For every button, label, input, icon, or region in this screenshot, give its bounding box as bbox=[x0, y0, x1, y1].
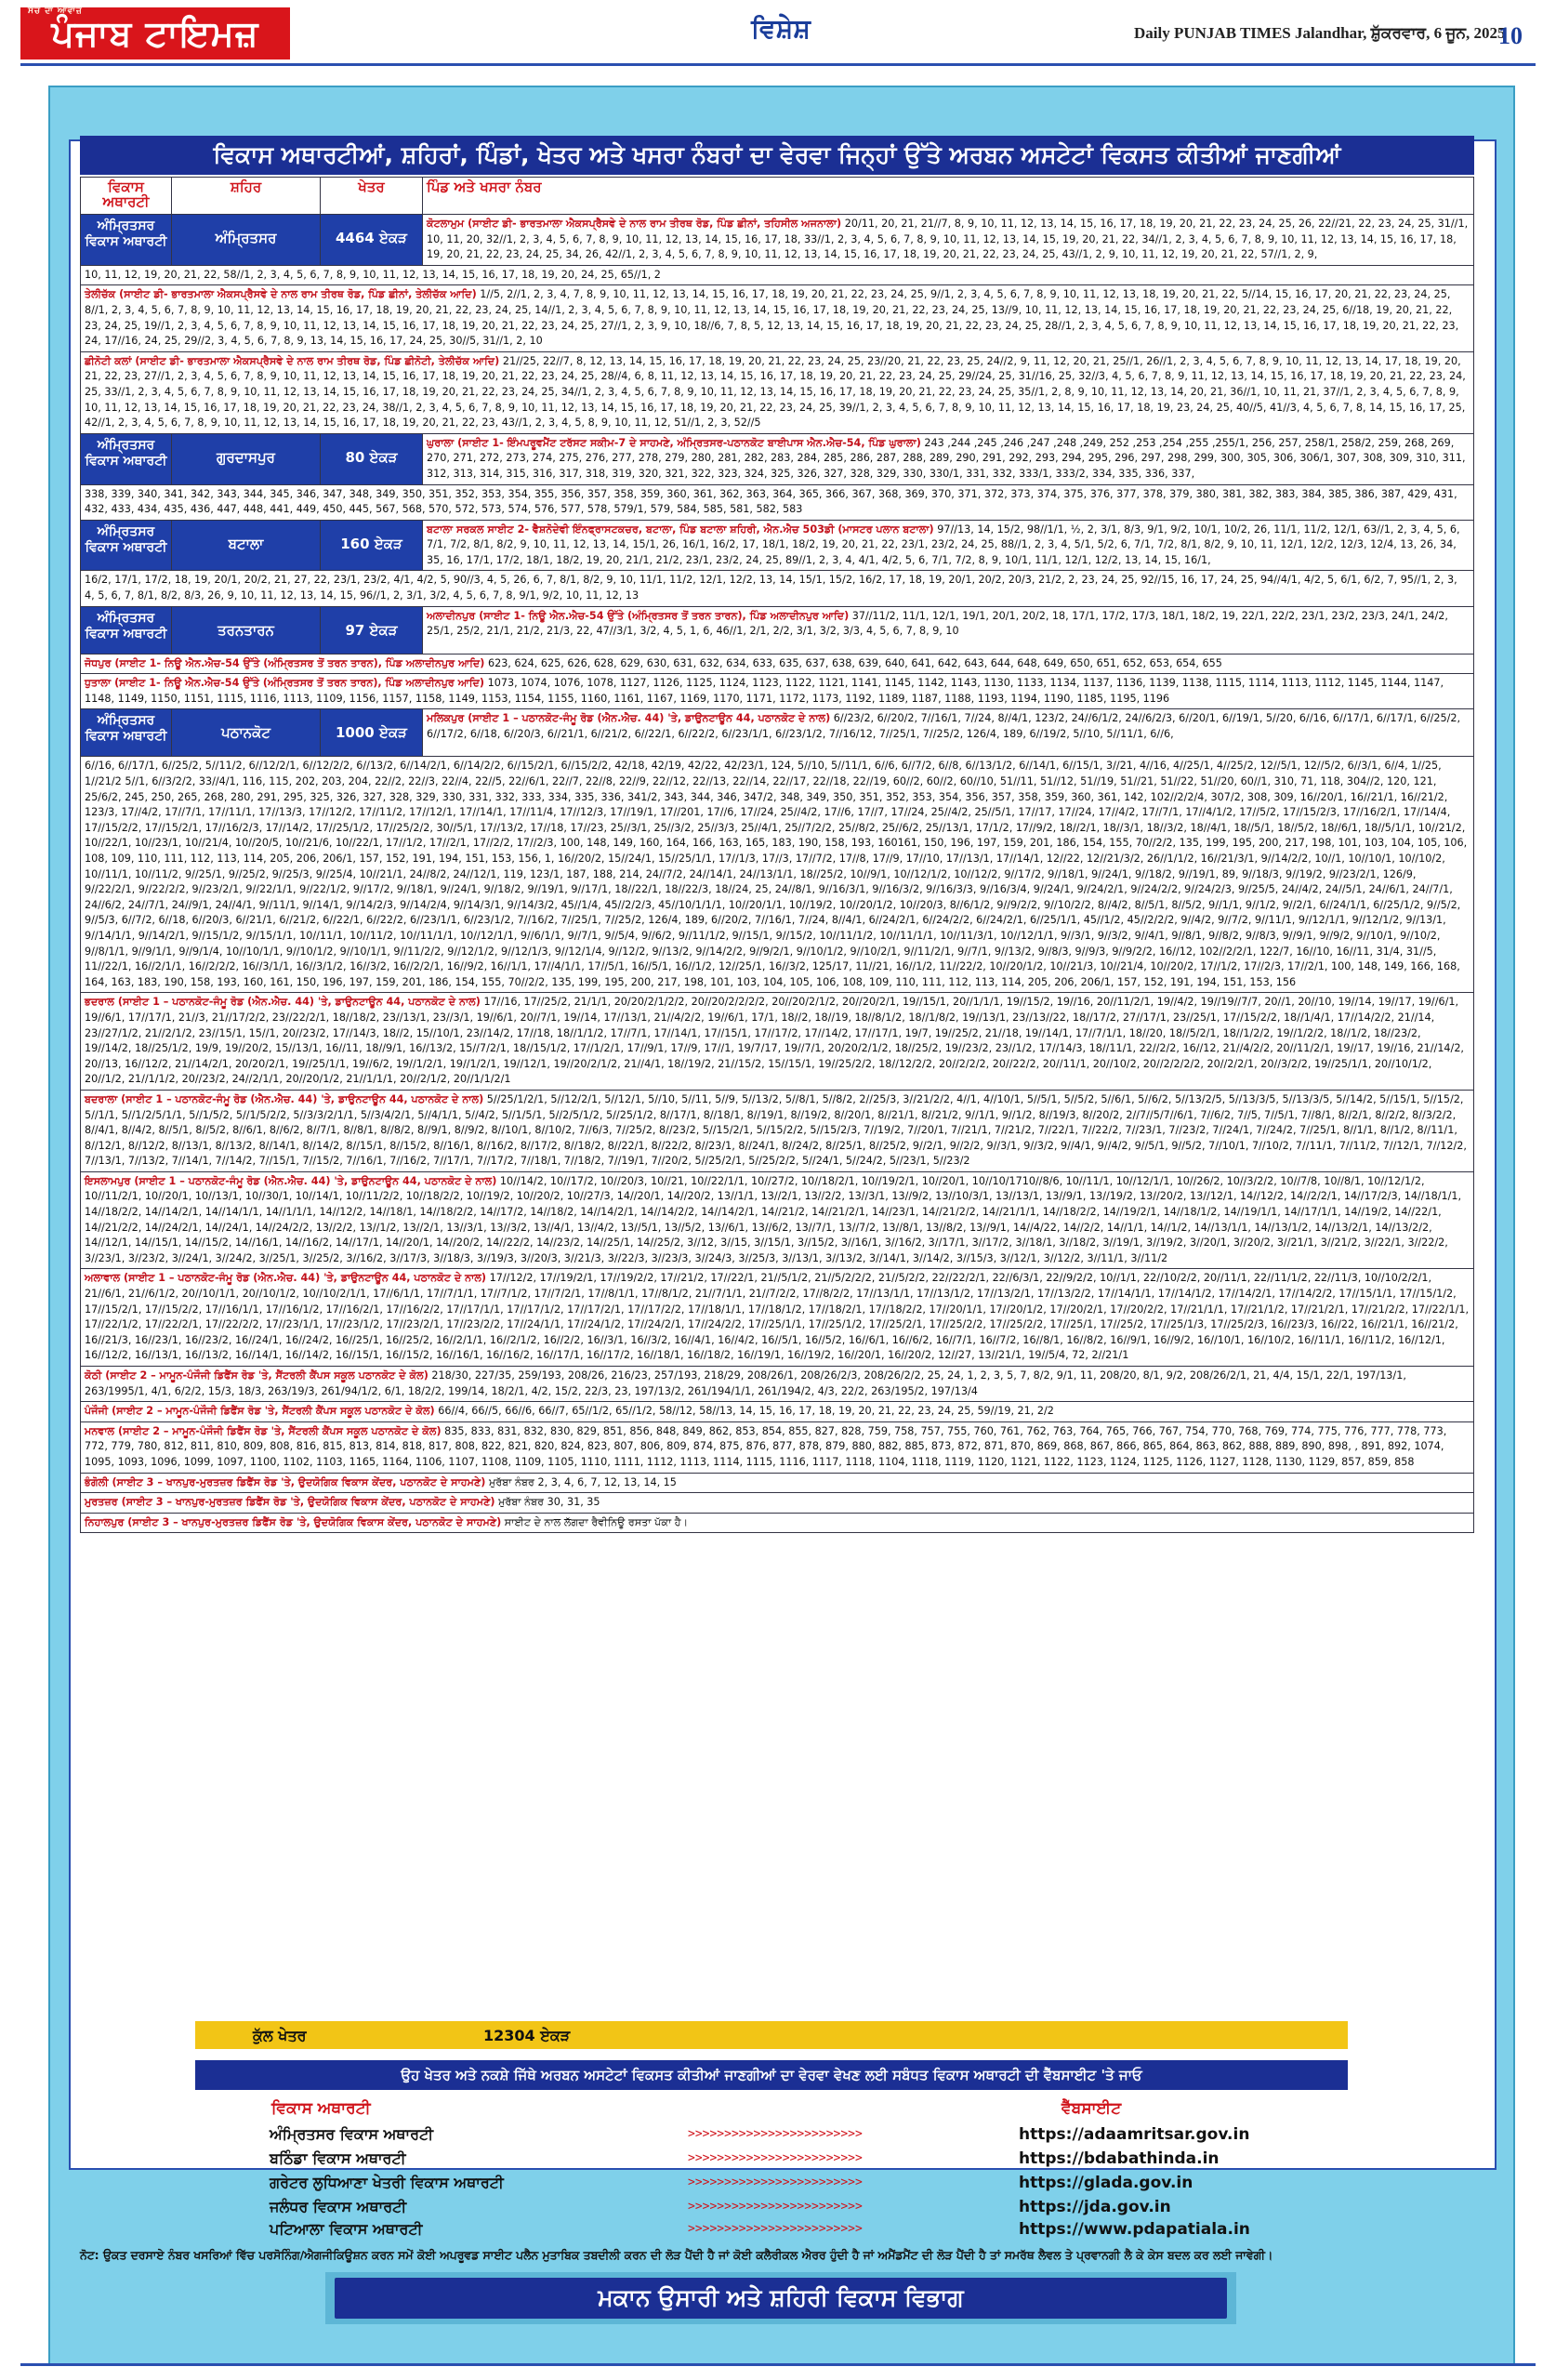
village-khasra-cell bbox=[81, 1421, 1474, 1473]
khasra-numbers: 37//11/2, 11/1, 12/1, 19/1, 20/1, 20/2, 18, 17/1, 17/2, 17/3, 18/1, 18/2, 19, 22/1, 22/2, 23/1, 23/2, 23/3, 24/1, 24/2, 25/1, 25/2, 21/1, 21/2, 21/3, 22, 47//3/1, 3/2, 4, 5, 1, 6, 46//1, 2/1, 2/2, 3/1, 3/2, 3/3, 4, 5, 6, 7, 8, 9, 10 bbox=[427, 609, 1448, 638]
directory-arrow: >>>>>>>>>>>>>>>>>>>>>>>> bbox=[688, 2175, 863, 2189]
city-cell: ਤਰਨਤਾਰਨ bbox=[172, 606, 321, 654]
khasra-numbers: ਸਾਈਟ ਦੇ ਨਾਲ ਲੱਗਦਾ ਰੈਵੀਨਿਊ ਰਸਤਾ ਪੱਕਾ ਹੈ। bbox=[504, 1515, 689, 1528]
directory-arrow: >>>>>>>>>>>>>>>>>>>>>>>> bbox=[688, 2222, 863, 2236]
city-cell: ਅੰਮ੍ਰਿਤਸਰ bbox=[172, 215, 321, 266]
urban-estates-table bbox=[80, 177, 1474, 1533]
area-cell: 4464 ਏਕੜ bbox=[321, 215, 423, 266]
village-khasra-cell bbox=[423, 520, 1474, 571]
page-number: 10 bbox=[1498, 22, 1523, 49]
khasra-numbers: 835, 833, 831, 832, 830, 829, 851, 856, 848, 849, 862, 853, 854, 855, 827, 828, 759, 758, 757, 755, 760, 761, 762, 763, 764, 765, 766, 767, 754, 770, 768, 769, 774, 775, 776, 777, 778, 773, 772, 779, 780, 812, 811, 810, 809, 808, 816, 815, 813, 814, 818, 817, 808, 822, 821, 820, 824, 823, 807, 806, 809, 874, 875, 876, 877, 878, 879, 880, 882, 885, 873, 872, 871, 870, 869, 868, 867, 866, 865, 864, 863, 862, 888, 889, 890, 898, , 891, 892, 1074, 1095, 1093, 1096, 1099, 1097, 1100, 1102, 1103, 1165, 1164, 1106, 1107, 1108, 1109, 1105, 1110, 1111, 1112, 1113, 1114, 1115, 1116, 1117, 1118, 1104, 1118, 1119, 1120, 1121, 1122, 1123, 1124, 1125, 1126, 1127, 1128, 1130, 1129, 857, 859, 858 bbox=[85, 1424, 1447, 1468]
logo-text: ਪੰਜਾਬ ਟਾਇਮਜ਼ bbox=[51, 13, 259, 54]
directory-arrow: >>>>>>>>>>>>>>>>>>>>>>>> bbox=[688, 2127, 863, 2141]
masthead-rule bbox=[20, 63, 1536, 66]
khasra-numbers: 21//25, 22//7, 8, 12, 13, 14, 15, 16, 17, 18, 19, 20, 21, 22, 23, 24, 25, 23//20, 21, 22, 23, 25, 24//2, 9, 11, 12, 20, 21, 25//1, 26//1, 2, 3, 4, 5, 6, 7, 8, 9, 10, 11, 12, 13, 14, 17, 18, 19, 20, 21, 22, 23, 27//1, 2, 3, 4, 5, 6, 7, 8, 9, 10, 11, 12, 13, 14, 15, 16, 17, 18, 19, 20, 21, 22, 23, 24, 25, 28//4, 6, 8, 11, 12, 13, 14, 15, 16, 17, 18, 19, 20, 21, 22, 23, 24, 25, 29//24, 25, 31//16, 25, 32//3, 4, 5, 6, 7, 8, 9, 11, 12, 13, 14, 15, 16, 17, 18, 19, 20, 21, 22, 23, 24, 25, 33//1, 2, 3, 4, 5, 6, 7, 8, 9, 10, 11, 12, 13, 14, 15, 16, 17, 18, 19, 20, 21, 22, 23, 24, 25, 34//1, 2, 3, 4, 5, 6, 7, 8, 9, 10, 11, 12, 13, 14, 15, 16, 17, 18, 19, 20, 21, 22, 23, 24, 25, 35//1, 2, 8, 9, 10, 11, 12, 13, 14, 20, 21, 36//1, 10, 11, 21, 37//1, 2, 3, 4, 5, 6, 7, 8, 9, 10, 11, 12, 13, 14, 15, 16, 17, 18, 19, 20, 21, 22, 23, 24, 38//1, 2, 3, 4, 5, 6, 7, 8, 9, 10, 11, 12, 13, 14, 15, 16, 17, 18, 19, 20, 21, 22, 23, 24, 25, 39//1, 2, 3, 4, 5, 6, 7, 8, 9, 10, 11, 12, 13, 14, 15, 16, 17, 18, 19, 23, 24, 25, 40//5, 41//3, 4, 5, 6, 7, 8, 14, 15, 16, 17, 25, 42//1, 2, 3, 4, 5, 6, 7, 8, 9, 10, 11, 12, 13, 14, 15, 16, 17, 18, 19, 20, 21, 22, 23, 43//1, 2, 3, 4, 5, 8, 9, 10, 11, 12, 51//1, 2, 3, 52//5 bbox=[85, 354, 1466, 430]
city-cell: ਬਟਾਲਾ bbox=[172, 520, 321, 571]
newspaper-logo bbox=[20, 7, 290, 60]
village-row bbox=[81, 1421, 1474, 1473]
masthead bbox=[0, 0, 1556, 67]
directory-row bbox=[270, 2123, 1311, 2146]
directory-website-link[interactable]: https://glada.gov.in bbox=[1019, 2174, 1193, 2192]
village-name: ਭੰਗੋਲੀ (ਸਾਈਟ 3 – ਖਾਨਪੁਰ-ਮੁਰਤਜ਼ਰ ਡਿਫੈਂਸ ਰੋਡ 'ਤੇ, ਉਦਯੋਗਿਕ ਵਿਕਾਸ ਕੇਂਦਰ, ਪਠਾਨਕੋਟ ਦੇ ਸਾਹਮਣੇ) bbox=[85, 1475, 486, 1488]
khasra-numbers: 16/2, 17/1, 17/2, 18, 19, 20/1, 20/2, 21, 27, 22, 23/1, 23/2, 4/1, 4/2, 5, 90//3, 4, 5, 26, 6, 7, 8/1, 8/2, 9, 10, 11/1, 11/2, 12/1, 12/2, 13, 14, 15/1, 15/2, 16/2, 17, 18, 19, 20/1, 20/2, 20/3, 21/2, 2, 23, 24, 25, 92//15, 16, 17, 24, 25, 94//4/1, 4/2, 5, 6/1, 6/2, 7, 95//1, 2, 3, 4, 5, 6, 7, 8/1, 8/2, 8/3, 26, 9, 10, 11, 12, 13, 14, 15, 96//1, 2, 3/1, 3/2, 4, 5, 6, 7, 8, 9/1, 9/2, 10, 11, 12, 13 bbox=[85, 574, 1457, 602]
directory-website-link[interactable]: https://bdabathinda.in bbox=[1019, 2149, 1220, 2168]
village-name: ਕੋਟਲਾਮੁਮ (ਸਾਈਟ ਡੀ- ਭਾਰਤਮਾਲਾ ਐਕਸਪ੍ਰੈਸਵੇ ਦੇ ਨਾਲ ਰਾਮ ਤੀਰਥ ਰੋਡ, ਪਿੰਡ ਛੀਨਾਂ, ਤਹਿਸੀਲ ਅਜਨਾਲਾ) bbox=[427, 218, 842, 230]
village-khasra-cell bbox=[81, 1402, 1474, 1422]
village-row bbox=[81, 285, 1474, 351]
village-khasra-cell bbox=[81, 265, 1474, 285]
village-name: ਅਲਾਦੀਨਪੁਰ (ਸਾਈਟ 1- ਨਿਊ ਐਨ.ਐਚ-54 ਉੱਤੇ (ਅੰਮ੍ਰਿਤਸਰ ਤੋਂ ਤਰਨ ਤਾਰਨ), ਪਿੰਡ ਅਲਾਦੀਨਪੁਰ ਆਦਿ) bbox=[427, 609, 850, 622]
village-name: ਧੁਤਾਲਾ (ਸਾਈਟ 1- ਨਿਊ ਐਨ.ਐਚ-54 ਉੱਤੇ (ਅੰਮ੍ਰਿਤਸਰ ਤੋਂ ਤਰਨ ਤਾਰਨ), ਪਿੰਡ ਅਲਾਦੀਨਪੁਰ ਆਦਿ) bbox=[85, 677, 485, 690]
khasra-numbers: 17//12/2, 17//19/2/1, 17//19/2/2, 17//21/2, 17//22/1, 21//5/1/2, 21//5/2/2/2, 21//5/2/2, 22//22/2/1, 22//6/3/1, 22//9/2/2, 10//1/1, 22//10/2/2, 20//11/1, 22//11/1/2, 22//11/3, 10//10/2/2/1, 21//6/1, 21//6/1/2, 20//10/1/1, 20//10/1/2, 10//10/2/1/1, 17//6/1/1, 17//7/1/1, 17//7/1/2, 17//7/2/1, 17//8/1/1, 17//8/1/2, 21//7/1/1, 21//7/2/2, 17//8/2/2, 17//13/1/1, 17//13/1/2, 17//13/2/1, 17//13/2/2, 17//14/1/1, 17//14/1/2, 17//14/2/1, 17//14/2/2, 17//15/1/1, 17//15/1/2, 17//15/2/1, 17//15/2/2, 17//16/1/1, 17//16/1/2, 17//16/2/1, 17//16/2/2, 17//17/1/1, 17//17/1/2, 17//17/2/1, 17//17/2/2, 17//18/1/1, 17//18/1/2, 17//18/2/1, 17//18/2/2, 17//20/1/1, 17//20/1/2, 17//20/2/1, 17//20/2/2, 17//21/1/1, 17//21/1/2, 17//21/2/1, 17//21/2/2, 17//22/1/1, 17//22/1/2, 17//22/2/1, 17//22/2/2, 17//23/1/1, 17//23/1/2, 17//23/2/1, 17//23/2/2, 17//24/1/1, 17//24/1/2, 17//24/2/1, 17//24/2/2, 17//25/1/1, 17//25/1/2, 17//25/2/1, 17//25/2/2, 17//25/2/2, 17//25/1, 17//25/2, 17//25/1/3, 17//25/2/3, 16//23/3, 16//22, 16//21/1, 16//21/2, 16//21/3, 16//23/1, 16//23/2, 16//24/1, 16//24/2, 16//25/1, 16//25/2, 16//2/1/1, 16//2/1/2, 16//2/2, 16//3/1, 16//3/2, 16//4/1, 16//4/2, 16//5/1, 16//5/2, 16//6/1, 16//6/2, 16//7/1, 16//7/2, 16//8/1, 16//8/2, 16//9/1, 16//9/2, 16//10/1, 16//10/2, 16//11/1, 16//11/2, 16//12/1, 16//12/2, 16//13/1, 16//13/2, 16//14/1, 16//14/2, 16//15/1, 16//15/2, 16//16/1, 16//16/2, 16//17/1, 16//17/2, 16//18/1, 16//18/2, 16//19/1, 16//19/2, 16//20/1, 16//20/2, 12//27, 13//21/1, 19//5/4, 72, 2//21/1 bbox=[85, 1272, 1470, 1362]
village-khasra-cell bbox=[423, 709, 1474, 757]
khasra-numbers: 66//4, 66//5, 66//6, 66//7, 65//1/2, 65//1/2, 58//12, 58//13, 14, 15, 16, 17, 18, 19, 20, 21, 22, 23, 24, 25, 59//19, 21, 2/2 bbox=[438, 1405, 1054, 1418]
header-village: ਪਿੰਡ ਅਤੇ ਖਸਰਾ ਨੰਬਰ bbox=[423, 178, 1474, 215]
directory-row bbox=[270, 2218, 1311, 2241]
header-city: ਸ਼ਹਿਰ bbox=[172, 178, 321, 215]
khasra-numbers: 338, 339, 340, 341, 342, 343, 344, 345, 346, 347, 348, 349, 350, 351, 352, 353, 354, 355, 356, 357, 358, 359, 360, 361, 362, 363, 364, 365, 366, 367, 368, 369, 370, 371, 372, 373, 374, 375, 376, 377, 378, 379, 380, 381, 382, 383, 384, 385, 386, 387, 429, 431, 432, 433, 434, 435, 436, 447, 448, 441, 449, 450, 445, 567, 568, 570, 572, 573, 574, 576, 577, 578, 579/1, 579, 584, 585, 581, 582, 583 bbox=[85, 487, 1457, 516]
village-name: ਮੁਰਤਜ਼ਰ (ਸਾਈਟ 3 – ਖਾਨਪੁਰ-ਮੁਰਤਜ਼ਰ ਡਿਫੈਂਸ ਰੋਡ 'ਤੇ, ਉਦਯੋਗਿਕ ਵਿਕਾਸ ਕੇਂਦਰ, ਪਠਾਨਕੋਟ ਦੇ ਸਾਹਮਣੇ) bbox=[85, 1496, 495, 1509]
village-name: ਬਟਾਲਾ ਸਰਕਲ ਸਾਈਟ 2- ਵੈਸ਼ਨੋਦੇਵੀ ਇੰਨਫ੍ਰਾਸਟਕਚਰ, ਬਟਾਲਾ, ਪਿੰਡ ਬਟਾਲਾ ਸ਼ਹਿਰੀ, ਐਨ.ਐਚ 503ਡੀ (ਮਾਸਟਰ ਪਲਾਨ ਬਟਾਲਾ) bbox=[427, 522, 934, 536]
village-row bbox=[81, 1493, 1474, 1514]
authority-row bbox=[81, 606, 1474, 654]
village-name: ਜੋਧਪੁਰ (ਸਾਈਟ 1- ਨਿਊ ਐਨ.ਐਚ-54 ਉੱਤੇ (ਅੰਮ੍ਰਿਤਸਰ ਤੋਂ ਤਰਨ ਤਾਰਨ), ਪਿੰਡ ਅਲਾਦੀਨਪੁਰ ਆਦਿ) bbox=[85, 656, 485, 669]
area-cell: 80 ਏਕੜ bbox=[321, 433, 423, 484]
village-row bbox=[81, 571, 1474, 606]
village-row bbox=[81, 1090, 1474, 1171]
directory-website-link[interactable]: https://www.pdapatiala.in bbox=[1019, 2220, 1250, 2239]
total-area-bar bbox=[195, 2021, 1348, 2049]
village-row bbox=[81, 1513, 1474, 1533]
village-khasra-cell bbox=[81, 1513, 1474, 1533]
khasra-numbers: 1073, 1074, 1076, 1078, 1127, 1126, 1125, 1124, 1123, 1122, 1121, 1141, 1145, 1142, 1143, 1130, 1133, 1134, 1137, 1136, 1139, 1138, 1115, 1114, 1113, 1112, 1145, 1144, 1147, 1148, 1149, 1150, 1151, 1115, 1116, 1113, 1109, 1156, 1157, 1158, 1149, 1153, 1154, 1155, 1160, 1161, 1167, 1169, 1170, 1171, 1172, 1173, 1192, 1189, 1187, 1188, 1193, 1194, 1190, 1185, 1195, 1196 bbox=[85, 677, 1444, 705]
authority-cell: ਅੰਮ੍ਰਿਤਸਰ ਵਿਕਾਸ ਅਥਾਰਟੀ bbox=[81, 215, 172, 266]
khasra-numbers: 17//16, 17//25/2, 21/1/1, 20/20/2/1/2/2, 20//20/2/2/2/2, 20//20/2/1/2, 20//20/2/1, 19//15/1, 20//1/1/1, 19//15/2, 19//16, 20//11/2/1, 19//4/2, 19//19//7/7, 20//1, 20//10, 19//14, 19//17, 19//6/1, 19//6/1, 17//17/1, 21//3, 21//17/2/2, 23//22/2/1, 18//18/2, 23//13/1, 23//3/1, 19//6/1, 20//7/1, 19//14, 17//13/1, 21//4/2/2, 19//6/1, 17/1, 18//2, 18//19, 18//8/1/2, 18//1/8/2, 19//13/1, 23//13//22, 18//17/2, 27//17/1, 23//25/1, 17//15/2/2, 18//1/4/1, 17//14/2/2, 21//14, 23//27/1/2, 21//2/1/2, 23//15/1, 15//1, 20//23/2, 17//14/3, 18//2, 15//10/1, 23//14/2, 17//18, 18//1/1/2, 17//7/1, 17//14/1, 17//15/1, 17//17/2, 17//14/2, 17//17/1, 19/7, 19//25/2, 21//18, 19//14/1, 17//7/1/1, 18//20, 18//5/2/1, 18//1/2/2, 19//1/2/2, 18//1/2, 18//23/2, 19//14/2, 18//25/1/2, 19/9, 19//20/2, 15//13/1, 16//11, 18//9/1, 16//13/2, 15//7/2/1, 18//15/1/2, 17//1/2/1, 17//9/1, 17//9, 17//1, 19/7/17, 19//7/1, 20/20/2/1/2, 18//25/2, 19//23/2, 23//1/2, 17//14/3, 18//11/1, 22//2/2, 16//12, 21//4/2/2, 20//11/2/1, 19//17, 19//16, 21//14/2, 20//13, 16//12/2, 21//14/2/1, 20/20/2/1, 19//25/1/1, 19//6/2, 19//1/2/1, 19//1/2/1, 19//12/1, 19//20/2/1/2, 21//4/1, 18//19/2, 21//15/2, 15//15/1, 19//25/2/2, 18//12/2/2, 20//2/2/2, 20//22/2, 20//11/1, 20//10/2, 20//2/2/2/2, 20//2/2/1, 20//3/2/2, 19//25/1/1, 20//10/1/2, 20//1/2, 21//1/1/2, 20//23/2, 24//2/1/1, 20//20/1/2, 21//1/1/1, 20//2/1/2, 20//1/1/2/1 bbox=[85, 996, 1464, 1086]
khasra-numbers: 6//23/2, 6//20/2, 7//16/1, 7//24, 8//4/1, 123/2, 24//6/1/2, 24//6/2/3, 6//20/1, 6//19/1, 5//20, 6//16, 6//17/1, 6//17/1, 6//25/2, 6//17/2, 6//18, 6//20/3, 6//21/1, 6//21/2, 6//22/1, 6//22/2, 6//23/1/1, 6//23/1/2, 7//16/12, 7//25/1, 7//25/2, 126/4, 189, 6//19/2, 5//10, 5//11/1, 6//6, bbox=[427, 712, 1461, 741]
village-row bbox=[81, 351, 1474, 433]
village-row bbox=[81, 1269, 1474, 1367]
village-name: ਬਦਰਾਲਾ (ਸਾਈਟ 1 – ਪਠਾਨਕੋਟ-ਜੰਮੂ ਰੋਡ (ਐਨ.ਐਚ. 44) 'ਤੇ, ਡਾਉਨਟਾਊਨ 44, ਪਠਾਨਕੋਟ ਦੇ ਨਾਲ) bbox=[85, 1092, 484, 1105]
village-row bbox=[81, 484, 1474, 520]
village-khasra-cell bbox=[81, 757, 1474, 993]
city-cell: ਗੁਰਦਾਸਪੁਰ bbox=[172, 433, 321, 484]
khasra-numbers: 243 ,244 ,245 ,246 ,247 ,248 ,249, 252 ,253 ,254 ,255 ,255/1, 256, 257, 258/1, 258/2, 259, 268, 269, 270, 271, 272, 273, 274, 275, 276, 277, 278, 279, 280, 281, 282, 283, 284, 285, 286, 287, 288, 289, 290, 291, 292, 293, 294, 295, 296, 297, 298, 299, 300, 305, 306, 306/1, 307, 308, 309, 310, 311, 312, 313, 314, 315, 316, 317, 318, 319, 320, 321, 322, 323, 324, 325, 326, 327, 328, 329, 330, 330/1, 331, 332, 333/1, 333/2, 334, 335, 336, 337, bbox=[427, 436, 1466, 480]
khasra-numbers: ਮੁਰੱਬਾ ਨੰਬਰ 2, 3, 4, 6, 7, 12, 13, 14, 15 bbox=[488, 1475, 677, 1488]
village-row bbox=[81, 265, 1474, 285]
khasra-numbers: 623, 624, 625, 626, 628, 629, 630, 631, 632, 634, 633, 635, 637, 638, 639, 640, 641, 642, 643, 644, 648, 649, 650, 651, 652, 653, 654, 655 bbox=[487, 656, 1222, 669]
village-row bbox=[81, 1402, 1474, 1422]
village-khasra-cell bbox=[423, 215, 1474, 266]
authority-cell: ਅੰਮ੍ਰਿਤਸਰ ਵਿਕਾਸ ਅਥਾਰਟੀ bbox=[81, 709, 172, 757]
village-row bbox=[81, 1367, 1474, 1402]
authority-row bbox=[81, 709, 1474, 757]
website-notice: ਉਹ ਖੇਤਰ ਅਤੇ ਨਕਸ਼ੇ ਜਿੱਥੇ ਅਰਬਨ ਅਸਟੇਟਾਂ ਵਿਕਸਤ ਕੀਤੀਆਂ ਜਾਣਗੀਆਂ ਦਾ ਵੇਰਵਾ ਵੇਖਣ ਲਈ ਸਬੰਧਤ ਵਿਕਾਸ ਅਥਾਰਟੀ ਦੀ ਵੈੱਬਸਾਈਟ 'ਤੇ ਜਾਓ bbox=[195, 2060, 1348, 2090]
directory-row bbox=[270, 2148, 1311, 2170]
directory-header-website: ਵੈੱਬਸਾਈਟ bbox=[1062, 2099, 1122, 2118]
village-khasra-cell bbox=[81, 285, 1474, 351]
village-khasra-cell bbox=[81, 654, 1474, 674]
authority-cell: ਅੰਮ੍ਰਿਤਸਰ ਵਿਕਾਸ ਅਥਾਰਟੀ bbox=[81, 606, 172, 654]
village-name: ਭਦਰਾਲ (ਸਾਈਟ 1 – ਪਠਾਨਕੋਟ-ਜੰਮੂ ਰੋਡ (ਐਨ.ਐਚ. 44) 'ਤੇ, ਡਾਉਨਟਾਊਨ 44, ਪਠਾਨਕੋਟ ਦੇ ਨਾਲ) bbox=[85, 996, 481, 1009]
khasra-numbers: 218/30, 227/35, 259/193, 208/26, 216/23, 257/193, 218/29, 208/26/1, 208/26/2/3, 208/26/2/2, 25, 24, 1, 2, 3, 5, 7, 8/2, 9/1, 11, 208/20, 8/1, 9/2, 208/26/2/1, 21, 4/4, 15/1, 22/1, 197/13/1, 263/1995/1, 4/1, 6/2/2, 15/3, 18/3, 263/19/3, 261/94/1/2, 6/1, 18/2/2, 199/14, 18/2/1, 4/2, 15/2, 22/3, 23, 197/13/2, 261/194/1/1, 261/194/2, 4/3, 22/2, 263/195/2, 197/13/4 bbox=[85, 1369, 1406, 1397]
directory-header-authority: ਵਿਕਾਸ ਅਥਾਰਟੀ bbox=[271, 2099, 371, 2118]
village-name: ਇਸਲਾਮਪੁਰ (ਸਾਈਟ 1 – ਪਠਾਨਕੋਟ-ਜੰਮੂ ਰੋਡ (ਐਨ.ਐਚ. 44) 'ਤੇ, ਡਾਉਨਟਾਊਨ 44, ਪਠਾਨਕੋਟ ਦੇ ਨਾਲ) bbox=[85, 1174, 497, 1187]
total-area-value: 12304 ਏਕੜ bbox=[483, 2027, 571, 2044]
header-authority: ਵਿਕਾਸ ਅਥਾਰਟੀ bbox=[81, 178, 172, 215]
khasra-numbers: 1//5, 2//1, 2, 3, 4, 7, 8, 9, 10, 11, 12, 13, 14, 15, 16, 17, 18, 19, 20, 21, 22, 23, 24, 25, 9//1, 2, 3, 4, 5, 6, 7, 8, 9, 10, 11, 12, 13, 18, 19, 20, 21, 22, 5//14, 15, 16, 17, 20, 21, 22, 23, 24, 25, 8//1, 2, 3, 4, 5, 6, 7, 8, 9, 10, 11, 12, 13, 14, 15, 16, 17, 18, 19, 20, 21, 22, 23, 24, 25, 14//1, 2, 3, 4, 5, 6, 7, 8, 9, 10, 11, 12, 13, 14, 15, 16, 17, 18, 19, 20, 21, 22, 23, 24, 25, 13//9, 10, 11, 12, 13, 14, 15, 16, 17, 18, 19, 20, 21, 22, 23, 24, 25, 6//18, 19, 20, 21, 22, 23, 24, 25, 19//1, 2, 3, 4, 5, 6, 7, 8, 9, 10, 11, 12, 13, 14, 15, 16, 17, 18, 19, 20, 21, 22, 23, 24, 25, 27//1, 2, 3, 9, 10, 18//6, 7, 8, 5, 12, 13, 14, 15, 16, 17, 18, 19, 20, 21, 22, 23, 24, 25, 28//1, 2, 3, 4, 5, 6, 7, 8, 9, 10, 11, 12, 13, 14, 15, 16, 17, 18, 19, 20, 21, 22, 23, 24, 17//16, 24, 25, 29//2, 3, 4, 5, 6, 7, 8, 9, 13, 14, 15, 16, 17, 24, 25, 30//5, 31//1, 2, 10 bbox=[85, 288, 1459, 348]
directory-website-link[interactable]: https://jda.gov.in bbox=[1019, 2198, 1171, 2216]
village-row bbox=[81, 1171, 1474, 1269]
directory-arrow: >>>>>>>>>>>>>>>>>>>>>>>> bbox=[688, 2200, 863, 2214]
village-khasra-cell bbox=[81, 1090, 1474, 1171]
khasra-numbers: 10//14/2, 10//17/2, 10//20/3, 10//21, 10//22/1/1, 10//27/2, 10//18/2/1, 10//19/2/1, 10//20/1, 10//10/1710//8/6, 10//11/1, 10//12/1/1, 10//26/2, 10//3/2/2, 10//7/8, 10//8/1, 10//12/1/2, 10//11/2/1, 10//20/1, 10//13/1, 10//30/1, 10//14/1, 10//11/2/2, 10//18/2/2, 10//19/2, 10//20/2, 10//27/3, 14//20/1, 14//20/2, 13//1/1, 13//2/1, 13//2/2, 13//3/1, 13//9/2, 13//10/3/1, 13//13/1, 13//9/1, 13//19/2, 13//20/2, 13//12/1, 14//12/2, 14//2/2/1, 14//17/2/3, 14//18/1/1, 14//18/2/2, 14//14/2/1, 14//14/1/1, 14//1/1/1, 14//12/2, 14//18/1, 14//18/2/2, 14//17/2, 14//18/2, 14//14/2/1, 14//14/2/2, 14//14/2/1, 14//21/2, 14//21/2/1, 14//23/1, 14//21/2/2, 14//21/1/1, 14//18/2/2, 14//19/2/1, 14//18/1/2, 14//19/1/1, 14//17/1/1, 14//19/2, 14//22/1, 14//21/2/2, 14//24/2/1, 14//24/1, 14//24/2/2, 13//2/2, 13//1/2, 13//2/1, 13//3/1, 13//3/2, 13//4/1, 13//4/2, 13//5/1, 13//5/2, 13//6/1, 13//6/2, 13//7/1, 13//7/2, 13//8/1, 13//8/2, 13//9/1, 14//4/22, 14//2/2, 14//1/1, 14//1/2, 14//13/1/1, 14//13/1/2, 14//13/2/1, 14//13/2/2, 14//12/1, 14//15/1, 14//15/2, 14//16/1, 14//16/2, 14//17/1, 14//20/1, 14//20/2, 14//22/2, 14//23/2, 14//25/1, 14//25/2, 3//12, 3//15, 3//15/1, 3//15/2, 3//16/1, 3//16/2, 3//17/1, 3//17/2, 3//18/1, 3//18/2, 3//19/1, 3//19/2, 3//20/1, 3//20/2, 3//21/1, 3//21/2, 3//22/1, 3//22/2, 3//23/1, 3//23/2, 3//24/1, 3//24/2, 3//25/1, 3//25/2, 3//16/2, 3//17/3, 3//18/3, 3//19/3, 3//20/3, 3//21/3, 3//22/3, 3//23/3, 3//24/3, 3//25/3, 3//13/1, 3//13/2, 3//14/1, 3//14/2, 3//15/3, 3//12/1, 3//12/2, 3//11/1, 3//11/2 bbox=[85, 1174, 1462, 1264]
directory-authority-name: ਬਠਿੰਡਾ ਵਿਕਾਸ ਅਥਾਰਟੀ bbox=[270, 2149, 406, 2167]
khasra-numbers: 5//25/1/2/1, 5//12/2/1, 5//12/1, 5//10, 5//11, 5//9, 5//13/2, 5//8/1, 5//8/2, 2//25/3, 3//21/2/2, 4//1, 4//10/1, 5//5/1, 5//5/2, 5//6/1, 5//6/2, 5//13/2/5, 5//13/3/5, 5//13/3/5, 5//14/2, 5//15/1, 5//15/2, 5//1/1, 5//1/2/5/1/1, 5//1/5/2, 5//1/5/2/2, 5//3/3/2/1/1, 5//3/4/2/1, 5//4/1/1, 5//4/2, 5//1/5/1, 5//2/5/1/2, 5//25/1/2, 8//17/1, 8//18/1, 8//19/1, 8//19/2, 8//20/1, 8//21/1, 8//21/2, 9//1/1, 9//1/2, 8//19/3, 8//20/2, 2//7//5/7//6/1, 7//6/2, 7//5, 7//5/1, 7//8/1, 8//2/1, 8//2/2, 8//3/2/2, 8//4/1, 8//4/2, 8//5/1, 8//5/2, 8//6/1, 8//6/2, 8//7/1, 8//8/1, 8//8/2, 8//9/1, 8//9/2, 8//10/1, 8//10/2, 7//6/3, 7//25/2, 8//23/2, 5//15/2/1, 5//15/2/2, 5//15/2/3, 7//19/2, 7//20/1, 7//21/1, 7//21/2, 7//22/1, 7//22/2, 7//23/1, 7//23/2, 7//24/1, 7//24/2, 7//25/1, 8//1/1, 8//1/2, 8//11/1, 8//12/1, 8//12/2, 8//13/1, 8//13/2, 8//14/1, 8//14/2, 8//15/1, 8//15/2, 8//16/1, 8//16/2, 8//17/2, 8//18/2, 8//22/1, 8//22/2, 8//23/1, 8//24/1, 8//24/2, 8//25/1, 8//25/2, 9//2/1, 9//2/2, 9//3/1, 9//3/2, 9//4/1, 9//4/2, 9//5/1, 9//5/2, 7//10/1, 7//10/2, 7//11/1, 7//11/2, 7//12/1, 7//12/2, 7//13/1, 7//13/2, 7//14/1, 7//14/2, 7//15/1, 7//15/2, 7//16/1, 7//16/2, 7//17/1, 7//17/2, 7//18/1, 7//18/2, 7//19/1, 7//20/2, 5//25/2/1, 5//25/2/2, 5//24/1, 5//24/2, 5//23/1, 5//23/2 bbox=[85, 1092, 1467, 1168]
total-area-label: ਕੁੱਲ ਖੇਤਰ bbox=[253, 2027, 307, 2044]
directory-arrow: >>>>>>>>>>>>>>>>>>>>>>>> bbox=[688, 2151, 863, 2165]
village-name: ਮਲਿਕਪੁਰ (ਸਾਈਟ 1 – ਪਠਾਨਕੋਟ-ਜੰਮੂ ਰੋਡ (ਐਨ.ਐਚ. 44) 'ਤੇ, ਡਾਉਨਟਾਊਨ 44, ਪਠਾਨਕੋਟ ਦੇ ਨਾਲ) bbox=[427, 712, 831, 725]
paper-dateline: Daily PUNJAB TIMES Jalandhar, ਸ਼ੁੱਕਰਵਾਰ, 6 ਜੂਨ, 2025 bbox=[1134, 24, 1506, 42]
khasra-numbers: ਮੁਰੱਬਾ ਨੰਬਰ 30, 31, 35 bbox=[498, 1496, 600, 1509]
village-khasra-cell bbox=[81, 1269, 1474, 1367]
area-cell: 97 ਏਕੜ bbox=[321, 606, 423, 654]
department-footer: ਮਕਾਨ ਉਸਾਰੀ ਅਤੇ ਸ਼ਹਿਰੀ ਵਿਕਾਸ ਵਿਭਾਗ bbox=[335, 2278, 1227, 2319]
village-name: ਕੋਠੀ (ਸਾਈਟ 2 – ਮਾਮੂਨ-ਪੰਜੌਜੀ ਡਿਫੈਂਸ ਰੋਡ 'ਤੇ, ਸੈਂਟਰਲੀ ਕੈਂਪਸ ਸਕੂਲ ਪਠਾਨਕੋਟ ਦੇ ਕੋਲ) bbox=[85, 1369, 429, 1382]
village-khasra-cell bbox=[423, 606, 1474, 654]
village-khasra-cell bbox=[81, 484, 1474, 520]
village-khasra-cell bbox=[81, 351, 1474, 433]
village-row bbox=[81, 674, 1474, 709]
khasra-numbers: 97//13, 14, 15/2, 98//1/1, ½, 2, 3/1, 8/3, 9/1, 9/2, 10/1, 10/2, 26, 11/1, 11/2, 12/1, 63//1, 2, 3, 4, 5, 6, 7/1, 7/2, 8/1, 8/2, 9, 10, 11, 12, 13, 14, 15/1, 26, 16/1, 16/2, 17, 18/1, 18/2, 19, 20, 21, 22, 23/1, 23/2, 24, 25, 88//1, 2, 3, 4, 5/1, 5/2, 6, 7/1, 7/2, 8/1, 8/2, 9, 10, 11, 12/1, 12/2, 12/3, 12/4, 13, 26, 34, 35, 16, 17/1, 17/2, 18/1, 18/2, 19, 20, 21/1, 21/2, 23/1, 23/2, 24, 25, 89//1, 2, 3, 4, 4/1, 4/2, 5, 6, 7/1, 7/2, 8, 9, 10/1, 11/1, 12/1, 12/2, 13, 14, 15, 16/1, bbox=[427, 522, 1460, 566]
directory-row bbox=[270, 2172, 1311, 2194]
village-khasra-cell bbox=[81, 1171, 1474, 1269]
authority-row bbox=[81, 215, 1474, 266]
directory-website-link[interactable]: https://adaamritsar.gov.in bbox=[1019, 2125, 1250, 2144]
authority-cell: ਅੰਮ੍ਰਿਤਸਰ ਵਿਕਾਸ ਅਥਾਰਟੀ bbox=[81, 520, 172, 571]
village-khasra-cell bbox=[81, 571, 1474, 606]
directory-row bbox=[270, 2196, 1311, 2218]
table-body bbox=[81, 215, 1474, 1533]
village-name: ਅਲਾਵਾਲ (ਸਾਈਟ 1 – ਪਠਾਨਕੋਟ-ਜੰਮੂ ਰੋਡ (ਐਨ.ਐਚ. 44) 'ਤੇ, ਡਾਉਨਟਾਊਨ 44, ਪਠਾਨਕੋਟ ਦੇ ਨਾਲ) bbox=[85, 1272, 487, 1285]
advertisement-title: ਵਿਕਾਸ ਅਥਾਰਟੀਆਂ, ਸ਼ਹਿਰਾਂ, ਪਿੰਡਾਂ, ਖੇਤਰ ਅਤੇ ਖਸਰਾ ਨੰਬਰਾਂ ਦਾ ਵੇਰਵਾ ਜਿਨ੍ਹਾਂ ਉੱਤੇ ਅਰਬਨ ਅਸਟੇਟਾਂ ਵਿਕਸਤ ਕੀਤੀਆਂ ਜਾਣਗੀਆਂ bbox=[80, 136, 1474, 175]
village-khasra-cell bbox=[81, 1493, 1474, 1514]
section-name: ਵਿਸ਼ੇਸ਼ bbox=[751, 13, 811, 44]
directory-authority-name: ਪਟਿਆਲਾ ਵਿਕਾਸ ਅਥਾਰਟੀ bbox=[270, 2220, 423, 2238]
village-name: ਨਿਹਾਲਪੁਰ (ਸਾਈਟ 3 – ਖਾਨਪੁਰ-ਮੁਰਤਜ਼ਰ ਡਿਫੈਂਸ ਰੋਡ 'ਤੇ, ਉਦਯੋਗਿਕ ਵਿਕਾਸ ਕੇਂਦਰ, ਪਠਾਨਕੋਟ ਦੇ ਸਾਹਮਣੇ) bbox=[85, 1515, 502, 1528]
village-khasra-cell bbox=[81, 1367, 1474, 1402]
khasra-numbers: 20/11, 20, 21, 21//7, 8, 9, 10, 11, 12, 13, 14, 15, 16, 17, 18, 19, 20, 21, 22, 23, 24, 25, 26, 22//21, 22, 23, 24, 25, 31//1, 10, 11, 20, 32//1, 2, 3, 4, 5, 6, 7, 8, 9, 10, 11, 12, 13, 14, 15, 16, 17, 18, 33//1, 2, 3, 4, 5, 6, 7, 8, 9, 10, 11, 12, 13, 14, 15, 19, 20, 21, 22, 34//1, 2, 3, 4, 5, 6, 7, 8, 9, 10, 11, 12, 13, 14, 15, 16, 17, 18, 19, 20, 21, 22, 23, 24, 25, 34, 26, 42//1, 2, 3, 4, 5, 6, 7, 8, 9, 10, 11, 12, 13, 14, 15, 16, 17, 18, 19, 20, 21, 22, 23, 24, 25, 43//1, 2, 9, 10, 11, 12, 19, 20, 21, 22, 57//1, 2, 9, bbox=[427, 218, 1469, 261]
village-khasra-cell bbox=[81, 674, 1474, 709]
bottom-rule bbox=[20, 2363, 1536, 2366]
village-khasra-cell bbox=[81, 993, 1474, 1091]
directory-authority-name: ਅੰਮ੍ਰਿਤਸਰ ਵਿਕਾਸ ਅਥਾਰਟੀ bbox=[270, 2125, 434, 2143]
village-row bbox=[81, 1473, 1474, 1493]
village-name: ਤੇਲੀਚੱਕ (ਸਾਈਟ ਡੀ- ਭਾਰਤਮਾਲਾ ਐਕਸਪ੍ਰੈਸਵੇ ਦੇ ਨਾਲ ਰਾਮ ਤੀਰਥ ਰੋਡ, ਪਿੰਡ ਛੀਨਾਂ, ਤੇਲੀਚੱਕ ਆਦਿ) bbox=[85, 288, 477, 301]
village-row bbox=[81, 757, 1474, 993]
directory-authority-name: ਜਲੰਧਰ ਵਿਕਾਸ ਅਥਾਰਟੀ bbox=[270, 2198, 407, 2215]
authority-row bbox=[81, 520, 1474, 571]
village-name: ਛੀਨੋਟੀ ਕਲਾਂ (ਸਾਈਟ ਡੀ- ਭਾਰਤਮਾਲਾ ਐਕਸਪ੍ਰੈਸਵੇ ਦੇ ਨਾਲ ਰਾਮ ਤੀਰਥ ਰੋਡ, ਪਿੰਡ ਛੀਨੋਟੀ, ਤੇਲੀਚੱਕ ਆਦਿ) bbox=[85, 354, 500, 367]
village-name: ਪੰਜੌਜੀ (ਸਾਈਟ 2 – ਮਾਮੂਨ-ਪੰਜੌਜੀ ਡਿਫੈਂਸ ਰੋਡ 'ਤੇ, ਸੈਂਟਰਲੀ ਕੈਂਪਸ ਸਕੂਲ ਪਠਾਨਕੋਟ ਦੇ ਕੋਲ) bbox=[85, 1405, 435, 1418]
village-row bbox=[81, 993, 1474, 1091]
area-cell: 1000 ਏਕੜ bbox=[321, 709, 423, 757]
village-name: ਘੁਰਾਲਾ (ਸਾਈਟ 1- ਇੰਮਪਰੂਵਮੈਂਟ ਟਰੱਸਟ ਸਕੀਮ-7 ਦੇ ਸਾਹਮਣੇ, ਅੰਮ੍ਰਿਤਸਰ-ਪਠਾਨਕੋਟ ਬਾਈਪਾਸ ਐਨ.ਐਚ-54, ਪਿੰਡ ਘੁਰਾਲਾ) bbox=[427, 436, 921, 449]
authority-cell: ਅੰਮ੍ਰਿਤਸਰ ਵਿਕਾਸ ਅਥਾਰਟੀ bbox=[81, 433, 172, 484]
khasra-numbers: 10, 11, 12, 19, 20, 21, 22, 58//1, 2, 3, 4, 5, 6, 7, 8, 9, 10, 11, 12, 13, 14, 15, 16, 17, 18, 19, 20, 24, 25, 65//1, 2 bbox=[85, 268, 661, 281]
directory-authority-name: ਗਰੇਟਰ ਲੁਧਿਆਣਾ ਖੇਤਰੀ ਵਿਕਾਸ ਅਥਾਰਟੀ bbox=[270, 2174, 504, 2191]
logo-tagline: ਸੱਚ ਦਾ ਆਵਾਜ਼ bbox=[28, 7, 83, 16]
city-cell: ਪਠਾਨਕੋਟ bbox=[172, 709, 321, 757]
disclaimer-note: ਨੋਟ: ਉਕਤ ਦਰਸਾਏ ਨੰਬਰ ਖਸਰਿਆਂ ਵਿੱਚ ਪਰਸੋਨਿੰਗ/ਐਗਜੀਕਿਊਸ਼ਨ ਕਰਨ ਸਮੇਂ ਕੋਈ ਅਪਰੂਵਡ ਸਾਈਟ ਪਲੈਨ ਮੁਤਾਬਿਕ ਤਬਦੀਲੀ ਕਰਨ ਦੀ ਲੋੜ ਪੈਂਦੀ ਹੈ ਜਾਂ ਕੋਈ ਕਲੈਰੀਕਲ ਐਰਰ ਹੁੰਦੀ ਹੈ ਜਾਂ ਅਮੈਂਡਮੈਂਟ ਦੀ ਲੋੜ ਪੈਂਦੀ ਹੈ ਤਾਂ ਸਮਰੱਥ ਲੈਵਲ ਤੇ ਪ੍ਰਵਾਨਗੀ ਲੈ ਕੇ ਕੇਸ ਬਦਲ ਕਰ ਲਈ ਜਾਵੇਗੀ। bbox=[80, 2248, 1273, 2262]
khasra-numbers: 6//16, 6//17/1, 6//25/2, 5//11/2, 6//12/2/1, 6//12/2/2, 6//13/2, 6//14/2/1, 6//14/2/2, 6//15/2/1, 6//15/2/2, 42/18, 42/19, 42/22, 42/23/1, 124, 5//10, 5//11/1, 6//6, 6//7/2, 6//8, 6//13/1/2, 6//14/1, 6//15/1, 3//21, 4//16, 4//25/1, 4//25/2, 12//5/1, 12//5/2, 6//3/1, 6//4, 1//25, 1//21/2 5//1, 6//3/2/2, 33//4/1, 116, 115, 202, 203, 204, 22//2, 22//3, 22//4, 22//5, 22//6/1, 22//7, 22//8, 22//9, 22//12, 22//13, 22//14, 22//17, 22//18, 22//19, 60//2, 60//2, 60//10, 51//11, 51//12, 51//19, 51//21, 51//22, 51//20, 60//1, 310, 71, 118, 304//2, 120, 121, 25/6/2, 245, 250, 265, 268, 280, 291, 295, 325, 326, 327, 328, 329, 330, 331, 332, 333, 334, 335, 336, 341/2, 343, 344, 346, 347/2, 348, 349, 350, 351, 352, 353, 354, 356, 357, 358, 359, 360, 361, 142, 102//2/2/4, 307/2, 308, 309, 16//20/1, 16//21/1, 16//21/2, 123/3, 17//4/2, 17//7/1, 17//11/1, 17//13/3, 17//12/2, 17//11/2, 17//12/1, 17//14/1, 17//11/4, 17//12/3, 17//19/1, 17//201, 17//6, 17//24, 25//4/2, 17//6, 17//7, 17//24, 25//4/2, 25//5/1, 17//17, 17//24, 17//4/2, 17//7/1, 17//4/1/2, 17//5/2, 17//15/2/3, 17//16/2/1, 17//14/4, 17//15/2/2, 17//15/2/1, 17//16/2/3, 17//14/2, 17//25/1/2, 17//25/2/2, 30//5/1, 17//13/2, 17//18, 17//23, 25//3/1, 25//3/2, 25//3/3, 25//4/1, 25//7/2/2, 25//8/2, 25//6/2, 25//13/1, 17/1/2, 17//9/2, 18//2/1, 18//3/1, 18//3/2, 18//4/1, 18//5/1, 18//5/2, 18//6/1, 18//5/1/1, 10//21/2, 10//22/1, 10//23/1, 10//21/4, 10//20/5, 10//21/6, 10//22/1, 17//1/2, 17//2/1, 17//2/2, 17//2/3, 100, 148, 149, 160, 164, 166, 163, 165, 183, 190, 158, 193, 160161, 150, 196, 197, 159, 201, 186, 154, 155, 70//2/2, 135, 199, 195, 200, 217, 198, 101, 103, 104, 105, 106, 108, 109, 110, 111, 112, 113, 114, 205, 206, 206/1, 157, 152, 191, 194, 151, 153, 156, 1, 16//20/2, 15//24/1, 15//25/1/1, 17//1/3, 17//3, 17//7/2, 17//8, 17//9, 17//10, 17//13/1, 17//14/1, 12//22, 12//21/3/2, 26//1/1/2, 16//21/3/1, 9//14/2/2, 10//1, 10//10/1, 10//10/2, 10//11/1, 10//11/2, 9//25/1, 9//25/2, 9//25/3, 9//25/4, 10//21/1, 24//8/2, 24//12/1, 119, 123/1, 187, 188, 214, 24//7/2, 24//14/1, 24//13/1/1, 18//25/2, 10//9/1, 10//12/1/2, 10//12/2, 9//17/2, 9//18/1, 9//24/1, 9//18/2, 9//19/1, 89, 9//18/3, 9//19/2, 9//23/2/1, 126/9, 9//22/2/1, 9//22/2/2, 9//23/2/1, 9//22/1/1, 9//22/1/2, 9//17/2, 9//18/1, 9//24/1, 9//18/2, 9//19/1, 9//17/1, 18//22/1, 18//22/3, 18//24, 25, 24//8/1, 9//16/3/1, 9//16/3/2, 9//16/3/3, 9//16/3/4, 9//24/1, 9//24/2/1, 9//24/2/2, 9//24/2/3, 9//25/5, 24//4/2, 24//5/1, 24//6/1, 24//7/1, 24//6/2, 24//7/1, 24//9/1, 24//4/1, 9//11/1, 9//14/1, 9//14/2/3, 9//14/2/4, 9//14/3/1, 9//14/3/2, 45//1/4, 45//2/2/3, 45//10/1/1/1, 10//20/1/1, 10//19/2, 10//20/1/2, 10//20/3, 8//6/1/2, 9//9/2/2, 9//10/2/2, 8//4/2, 8//5/1, 8//5/2, 9//1/1, 9//1/2, 9//2/1, 6//24/1/1, 6//25/1/2, 9//5/2, 9//5/3, 6//7/2, 6//18, 6//20/3, 6//21/1, 6//21/2, 6//22/1, 6//22/2, 6//23/1/1, 6//23/1/2, 7//16/2, 7//25/1, 7//25/2, 126/4, 189, 6//20/2, 7//16/1, 7//24, 8//4/1, 6//24/2/1, 6//24/2/2, 6//24/2/1, 6//25/1/1, 45//1/2, 45//2/2/2, 9//4/2, 9//7/2, 9//11/1, 9//12/1/1, 9//12/1/2, 9//13/1, 9//14/1/1, 9//14/2/1, 9//15/1/2, 9//15/1/1, 10//11/1, 10//11/2, 10//11/1/1, 10//12/1/1, 9//6/1/1, 9//7/1, 9//5/4, 9//6/2, 9//11/1/2, 9//15/1, 9//15/2, 10//11/1/2, 10//11/1/1, 10//11/3/1, 10//12/1/1, 9//3/1, 9//3/2, 9//4/1, 9//8/1, 9//8/2, 9//8/3, 9//9/1, 9//9/2, 9//10/1, 9//10/2, 9//8/1/1, 9//9/1/1, 9//9/1/4, 10//10/1/1, 9//10/1/2, 9//10/1/1, 9//11/2/2, 9//12/1/2, 9//12/1/3, 9//12/1/4, 9//12/2, 9//13/2, 9//14/2/2, 9//9/2/1, 9//10/1/2, 9//10/2/1, 9//11/2/1, 9//7/1, 9//13/2, 9//8/3, 9//9/3, 9//9/2/2, 16//12, 102//2/2/1, 122/7, 16//10, 16//11, 31/4, 31//5, 11//22/1, 16//2/1/1, 16//2/2/2, 16//3/1/1, 16//3/1/2, 16//3/2, 16//2/2/1, 16//9/2, 16//1/1, 17//4/1/1, 17//5/1, 16//5/1, 16//1/2, 12//25/1, 16//3/2, 125/17, 11//21, 16//1/2, 11//22/2, 10//20/1/2, 10//21/3, 10//21/4, 10//20/2, 17//1/2, 17//2/3, 17//2/1, 100, 148, 149, 166, 168, 164, 163, 183, 190, 158, 193, 160, 161, 150, 196, 197, 159, 201, 186, 154, 155, 70//2/2, 135, 199, 195, 200, 217, 198, 101, 103, 104, 105, 106, 108, 109, 110, 111, 112, 113, 114, 205, 206, 206/1, 157, 152, 191, 194, 151, 153, 156 bbox=[85, 760, 1468, 988]
village-row bbox=[81, 654, 1474, 674]
village-khasra-cell bbox=[423, 433, 1474, 484]
village-name: ਮਨਵਾਲ (ਸਾਈਟ 2 – ਮਾਮੂਨ-ਪੰਜੌਜੀ ਡਿਫੈਂਸ ਰੋਡ 'ਤੇ, ਸੈਂਟਰਲੀ ਕੈਂਪਸ ਸਕੂਲ ਪਠਾਨਕੋਟ ਦੇ ਕੋਲ) bbox=[85, 1424, 442, 1437]
area-cell: 160 ਏਕੜ bbox=[321, 520, 423, 571]
header-area: ਖੇਤਰ bbox=[321, 178, 423, 215]
authority-row bbox=[81, 433, 1474, 484]
village-khasra-cell bbox=[81, 1473, 1474, 1493]
